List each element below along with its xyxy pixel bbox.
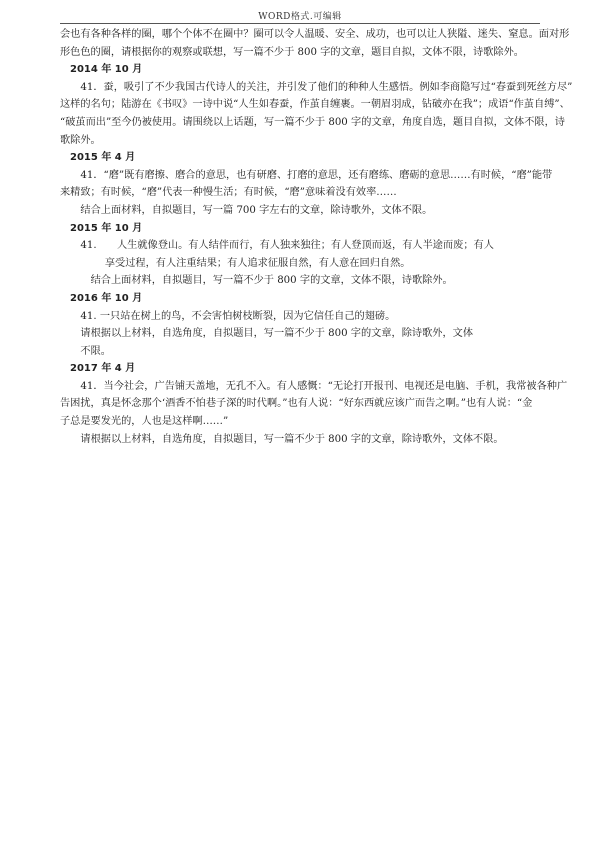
header-rule [60,23,540,24]
question-2014-10-line-1: 41．蚕，吸引了不少我国古代诗人的关注，并引发了他们的种种人生感悟。例如李商隐写过“春蚕到死丝方尽” [80,81,573,93]
date-heading-2015-04: 2015 年 4 月 [70,152,136,164]
question-2015-10-line-3: 结合上面材料，自拟题目，写一篇不少于 800 字的文章，文体不限，诗歌除外。 [90,275,453,287]
question-2015-04-line-2: 来精致；有时候，“磨”代表一种慢生活；有时候，“磨”意味着没有效率…… [60,187,397,199]
intro-line-2: 形色色的圈，请根据你的观察或联想，写一篇不少于 800 字的文章，题目自拟，文体不限，诗歌除外。 [60,46,524,58]
date-heading-2016-10: 2016 年 10 月 [70,292,143,304]
question-2016-10-line-1: 41. 一只站在树上的鸟，不会害怕树枝断裂，因为它信任自己的翅磅。 [80,310,396,322]
question-2017-04-line-4: 请根据以上材料，自选角度，自拟题目，写一篇不少于 800 字的文章，除诗歌外，文体不限。 [80,433,504,445]
question-2015-10-line-1: 41. 人生就像登山。有人结伴而行，有人独来独往；有人登顶而返，有人半途而废；有人 [80,240,494,252]
question-2014-10-line-3: “破茧而出”至今仍被使用。请围绕以上话题，写一篇不少于 800 字的文章，角度自选，题目自拟，文体不限，诗 [60,116,565,128]
date-heading-2015-10: 2015 年 10 月 [70,222,143,234]
document-body [60,26,573,448]
intro-line-1: 会也有各种各样的圈，哪个个体不在圈中？圈可以令人温暖、安全、成功，也可以让人狭隘、迷失、窒息。面对形 [60,29,570,40]
question-2017-04-line-3: 子总是要发光的，人也是这样啊……” [60,416,229,428]
question-2014-10-line-4: 歌除外。 [60,134,101,146]
question-2016-10-line-3: 不限。 [80,345,111,357]
date-heading-2014-10: 2014 年 10 月 [70,64,143,76]
page-header: WORD格式.可编辑 [258,12,342,22]
question-2015-04-line-1: 41．“磨”既有磨擦、磨合的意思，也有研磨、打磨的意思，还有磨练、磨砺的意思……有时候，“磨”能带 [80,169,553,181]
question-2015-04-line-3: 结合上面材料，自拟题目，写一篇 700 字左右的文章，除诗歌外，文体不限。 [80,204,433,216]
question-2015-10-line-2: 享受过程，有人注重结果；有人追求征服自然，有人意在回归自然。 [104,257,411,269]
question-2017-04-line-2: 告困扰，真是怀念那个‘酒香不怕巷子深的时代啊。”也有人说：“好东西就应该广而告之啊。”也有人说：“金 [60,398,533,410]
date-heading-2017-04: 2017 年 4 月 [70,363,136,375]
question-2017-04-line-1: 41．当今社会，广告铺天盖地，无孔不入。有人感慨：“无论打开报刊、电视还是电脑、手机，我常被各种广 [80,380,568,392]
question-2014-10-line-2: 这样的名句；陆游在《书叹》一诗中说“人生如春蚕，作茧自缠裹。一朝眉羽成，钻破亦在我”；成语“作茧自缚”、 [60,99,570,111]
question-2016-10-line-2: 请根据以上材料，自选角度，自拟题目，写一篇不少于 800 字的文章，除诗歌外，文体 [80,328,474,340]
